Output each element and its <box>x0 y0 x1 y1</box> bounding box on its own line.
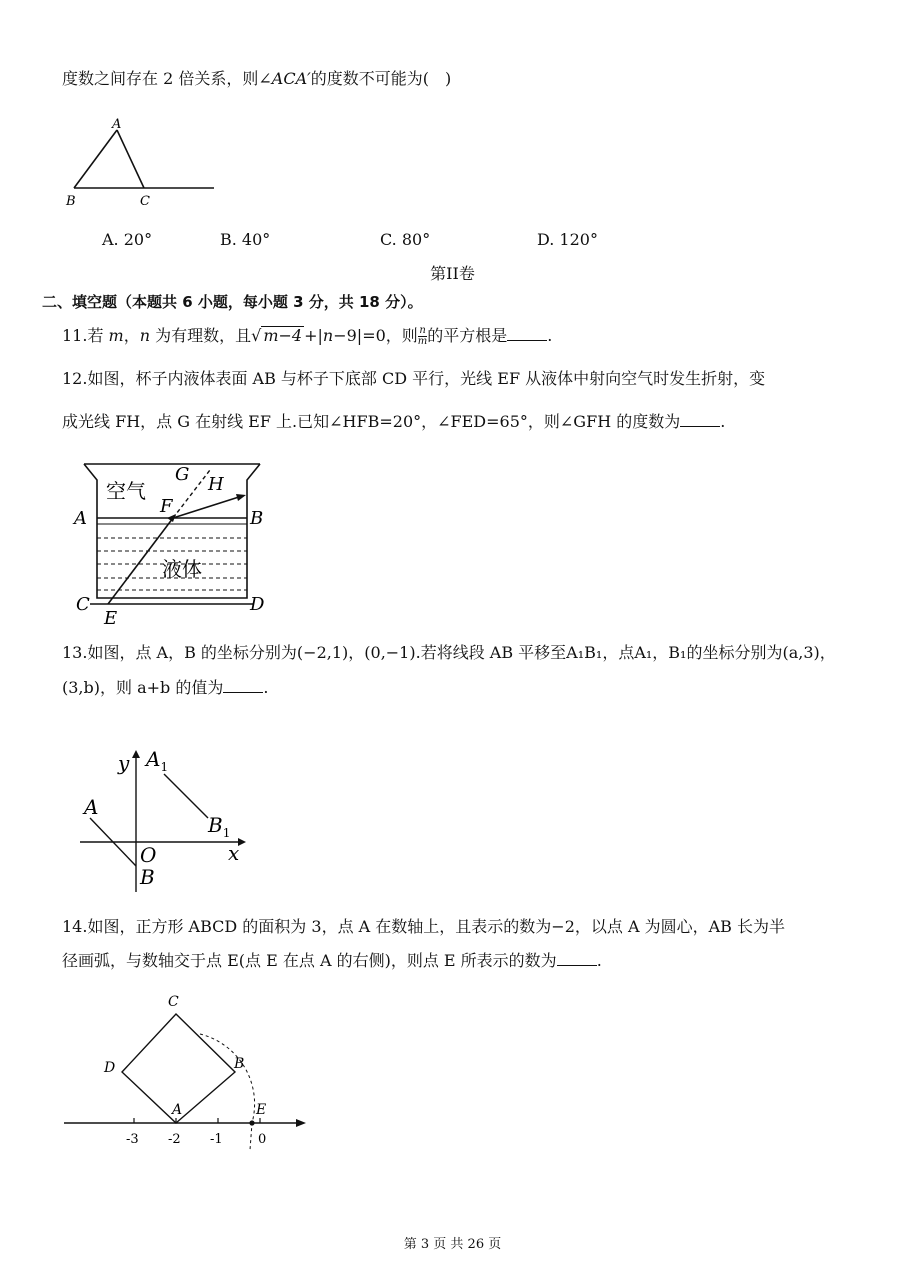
y-axis-arrow <box>132 750 140 758</box>
label-c: C <box>168 994 179 1010</box>
q10-text <box>62 68 451 90</box>
q14-line-2 <box>62 950 602 972</box>
label-e: E <box>256 1102 267 1118</box>
q11-text <box>62 325 552 347</box>
q11-p4: +| <box>304 326 323 345</box>
fraction-denominator: m <box>417 336 428 347</box>
sqrt-body: m−4 <box>263 326 303 345</box>
label-b: B <box>250 508 264 529</box>
q11-p1: 11.若 <box>62 326 109 345</box>
arc-be <box>200 1034 255 1150</box>
label-f: F <box>160 496 173 517</box>
label-d: D <box>104 1060 116 1076</box>
label-a: A <box>112 117 122 132</box>
tick-label-neg3: -3 <box>126 1132 139 1147</box>
triangle-side-ab <box>74 130 117 188</box>
q12-line-2 <box>62 411 725 433</box>
tick-label-0: 0 <box>258 1132 267 1147</box>
q12-end: . <box>720 412 726 431</box>
q10-suffix: 的度数不可能为( ) <box>310 69 452 88</box>
label-g: G <box>175 464 190 485</box>
q12-line-2-text: 成光线 FH，点 G 在射线 EF 上.已知∠HFB=20°，∠FED=65°，则∠GFH 的度数为 <box>62 412 681 431</box>
q14-line-1: 14.如图，正方形 ABCD 的面积为 3，点 A 在数轴上，且表示的数为−2，以点 A 为圆心，AB 长为半 <box>62 917 786 936</box>
segment-a1b1 <box>164 774 208 818</box>
label-b1 <box>207 813 230 840</box>
ray-fh <box>173 496 242 518</box>
q11-end: . <box>547 326 553 345</box>
q11-var-n2: n <box>322 326 334 345</box>
label-x: x <box>228 841 240 865</box>
fraction-n-over-m <box>418 326 427 347</box>
q11-answer-blank[interactable] <box>507 326 547 341</box>
q10-triangle-figure <box>60 112 220 212</box>
q11-var-n: n <box>139 326 151 345</box>
q13-end: . <box>263 678 269 697</box>
q10-option-d[interactable]: D. 120° <box>537 230 598 249</box>
tick-label-neg2: -2 <box>168 1132 181 1147</box>
label-b1-main: B <box>208 813 223 837</box>
q14-end: . <box>596 951 602 970</box>
q10-option-c[interactable]: C. 80° <box>380 230 431 249</box>
label-d: D <box>250 594 265 615</box>
q13-coordinate-figure <box>76 742 256 892</box>
q10-angle: ∠ACA′ <box>258 69 311 88</box>
label-b: B <box>140 865 155 889</box>
label-c: C <box>140 194 150 209</box>
q14-square-figure <box>60 990 320 1160</box>
q10-prefix: 度数之间存在 2 倍关系，则 <box>62 69 259 88</box>
fraction-numerator: n <box>419 325 426 336</box>
tick-label-neg1: -1 <box>210 1132 223 1147</box>
label-a1 <box>144 747 168 774</box>
q11-p3: 为有理数，且 <box>150 326 252 345</box>
q13-answer-blank[interactable] <box>223 678 263 693</box>
triangle-side-ac <box>117 130 144 188</box>
label-e: E <box>104 608 118 628</box>
label-a: A <box>74 508 87 529</box>
volume-title: 第II卷 <box>430 264 475 283</box>
q10-option-b[interactable]: B. 40° <box>220 230 271 249</box>
number-line-arrow <box>296 1119 306 1127</box>
q11-p6: 的平方根是 <box>427 326 508 345</box>
label-c: C <box>76 594 90 615</box>
q13-line-2 <box>62 677 268 699</box>
sqrt-sign: √ <box>251 326 262 345</box>
q11-p5: −9|=0，则 <box>333 326 418 345</box>
label-a1-main: A <box>146 747 161 771</box>
label-b: B <box>66 194 76 209</box>
q13-line-1: 13.如图，点 A，B 的坐标分别为(−2,1)，(0,−1).若将线段 AB 平移至A₁B₁，点A₁，B₁的坐标分别为(a,3)， <box>62 643 836 662</box>
label-h: H <box>208 474 224 495</box>
q13-line-2-text: (3,b)，则 a+b 的值为 <box>62 678 224 697</box>
q12-cup-figure <box>70 458 280 628</box>
label-y: y <box>118 751 130 775</box>
page-footer: 第 3 页 共 26 页 <box>403 1237 502 1252</box>
label-o: O <box>140 843 157 867</box>
q11-var-m: m <box>108 326 124 345</box>
label-a: A <box>84 795 99 819</box>
point-e <box>249 1120 254 1125</box>
q14-line-2-text: 径画弧，与数轴交于点 E(点 E 在点 A 的右侧)，则点 E 所表示的数为 <box>62 951 557 970</box>
q12-line-1: 12.如图，杯子内液体表面 AB 与杯子下底部 CD 平行，光线 EF 从液体中射向空气时发生折射，变 <box>62 369 766 388</box>
q10-option-a[interactable]: A. 20° <box>102 230 153 249</box>
label-a1-sub: 1 <box>160 760 169 774</box>
label-air: 空气 <box>106 479 146 503</box>
label-b1-sub: 1 <box>222 826 231 840</box>
q12-answer-blank[interactable] <box>680 412 720 427</box>
section-2-title: 二、填空题（本题共 6 小题，每小题 3 分，共 18 分）。 <box>42 293 423 311</box>
q14-answer-blank[interactable] <box>557 951 597 966</box>
q11-p2: ， <box>123 326 140 345</box>
arrow-head-h <box>236 494 246 501</box>
label-liquid: 液体 <box>162 557 202 581</box>
label-b: B <box>234 1056 245 1072</box>
label-a: A <box>172 1102 183 1118</box>
